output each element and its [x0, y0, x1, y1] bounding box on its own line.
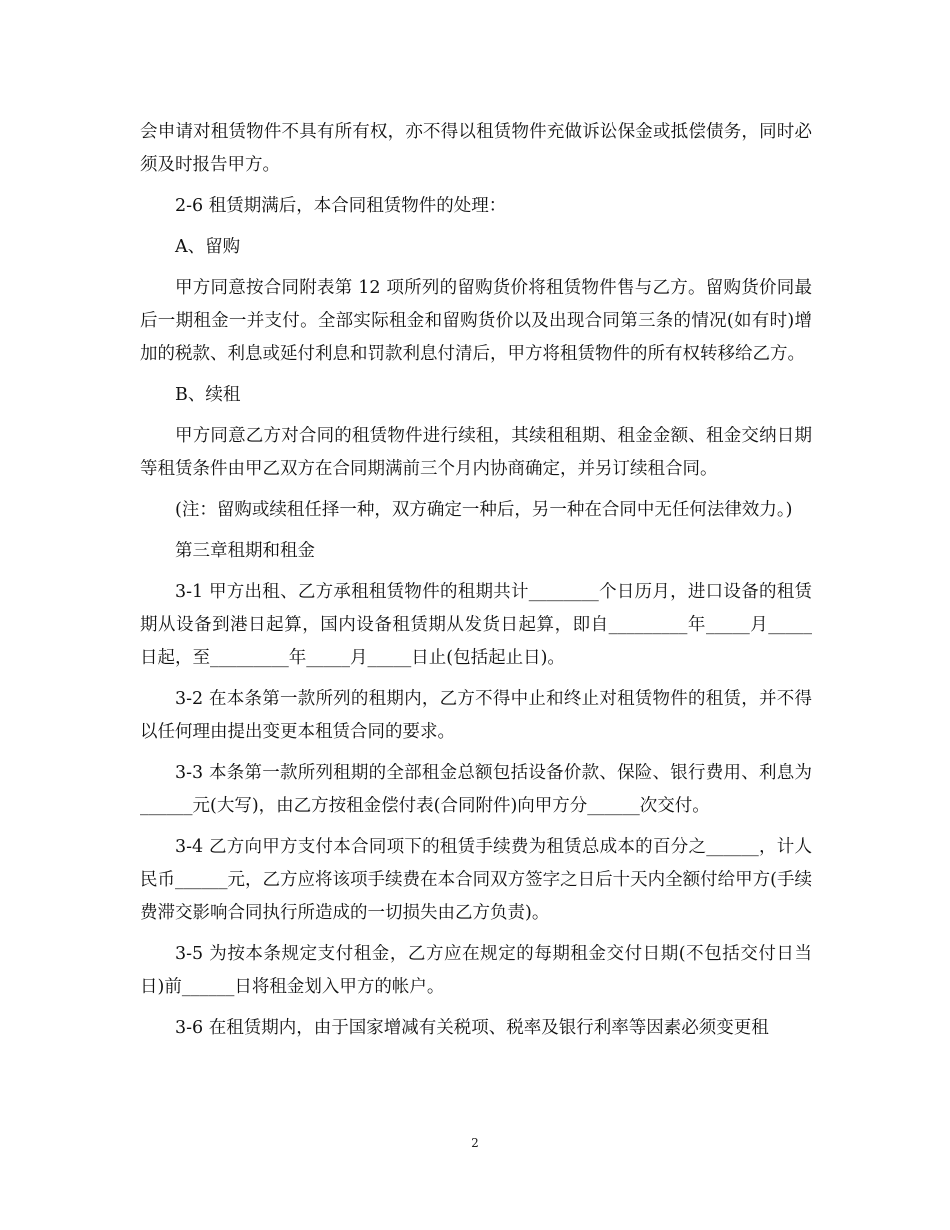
paragraph-1: 会申请对租赁物件不具有所有权，亦不得以租赁物件充做诉讼保金或抵偿债务，同时必须及时报告甲方。	[140, 122, 812, 175]
clause-3-2: 3-2 在本条第一款所列的租期内，乙方不得中止和终止对租赁物件的租赁，并不得以任何理由提出变更本租赁合同的要求。	[140, 689, 812, 742]
clause-3-5: 3-5 为按本条规定支付租金，乙方应在规定的每期租金交付日期(不包括交付日当日)前______日将租金划入甲方的帐户。	[140, 944, 812, 997]
option-b-heading: B、续租	[175, 385, 241, 405]
clause-3-1: 3-1 甲方出租、乙方承租租赁物件的租期共计________个日历月，进口设备的租赁期从设备到港日起算，国内设备租赁期从发货日起算，即自_________年_____月_____日起，至_________年_____月_____日止(包括起止日)。	[140, 582, 812, 668]
note-paragraph: (注：留购或续租任择一种，双方确定一种后，另一种在合同中无任何法律效力。)	[175, 500, 793, 520]
clause-2-6-heading: 2-6 租赁期满后，本合同租赁物件的处理：	[175, 196, 507, 216]
chapter-3-heading: 第三章租期和租金	[175, 541, 315, 561]
clause-3-4: 3-4 乙方向甲方支付本合同项下的租赁手续费为租赁总成本的百分之______，计人民币______元，乙方应将该项手续费在本合同双方签字之日后十天内全额付给甲方(手续费滞交影响合同执行所造成的一切损失由乙方负责)。	[140, 837, 812, 923]
option-a-heading: A、留购	[175, 237, 241, 257]
clause-3-3: 3-3 本条第一款所列租期的全部租金总额包括设备价款、保险、银行费用、利息为______元(大写)，由乙方按租金偿付表(合同附件)向甲方分______次交付。	[140, 763, 812, 816]
page-number: 2	[471, 1136, 479, 1150]
clause-3-6: 3-6 在租赁期内，由于国家增减有关税项、税率及银行利率等因素必须变更租	[175, 1018, 769, 1038]
document-body	[140, 116, 812, 1045]
option-b-body: 甲方同意乙方对合同的租赁物件进行续租，其续租租期、租金金额、租金交纳日期等租赁条件由甲乙双方在合同期满前三个月内协商确定，并另订续租合同。	[140, 426, 812, 479]
option-a-body: 甲方同意按合同附表第 12 项所列的留购货价将租赁物件售与乙方。留购货价同最后一期租金一并支付。全部实际租金和留购货价以及出现合同第三条的情况(如有时)增加的税款、利息或延付利息和罚款利息付清后，甲方将租赁物件的所有权转移给乙方。	[140, 278, 812, 364]
